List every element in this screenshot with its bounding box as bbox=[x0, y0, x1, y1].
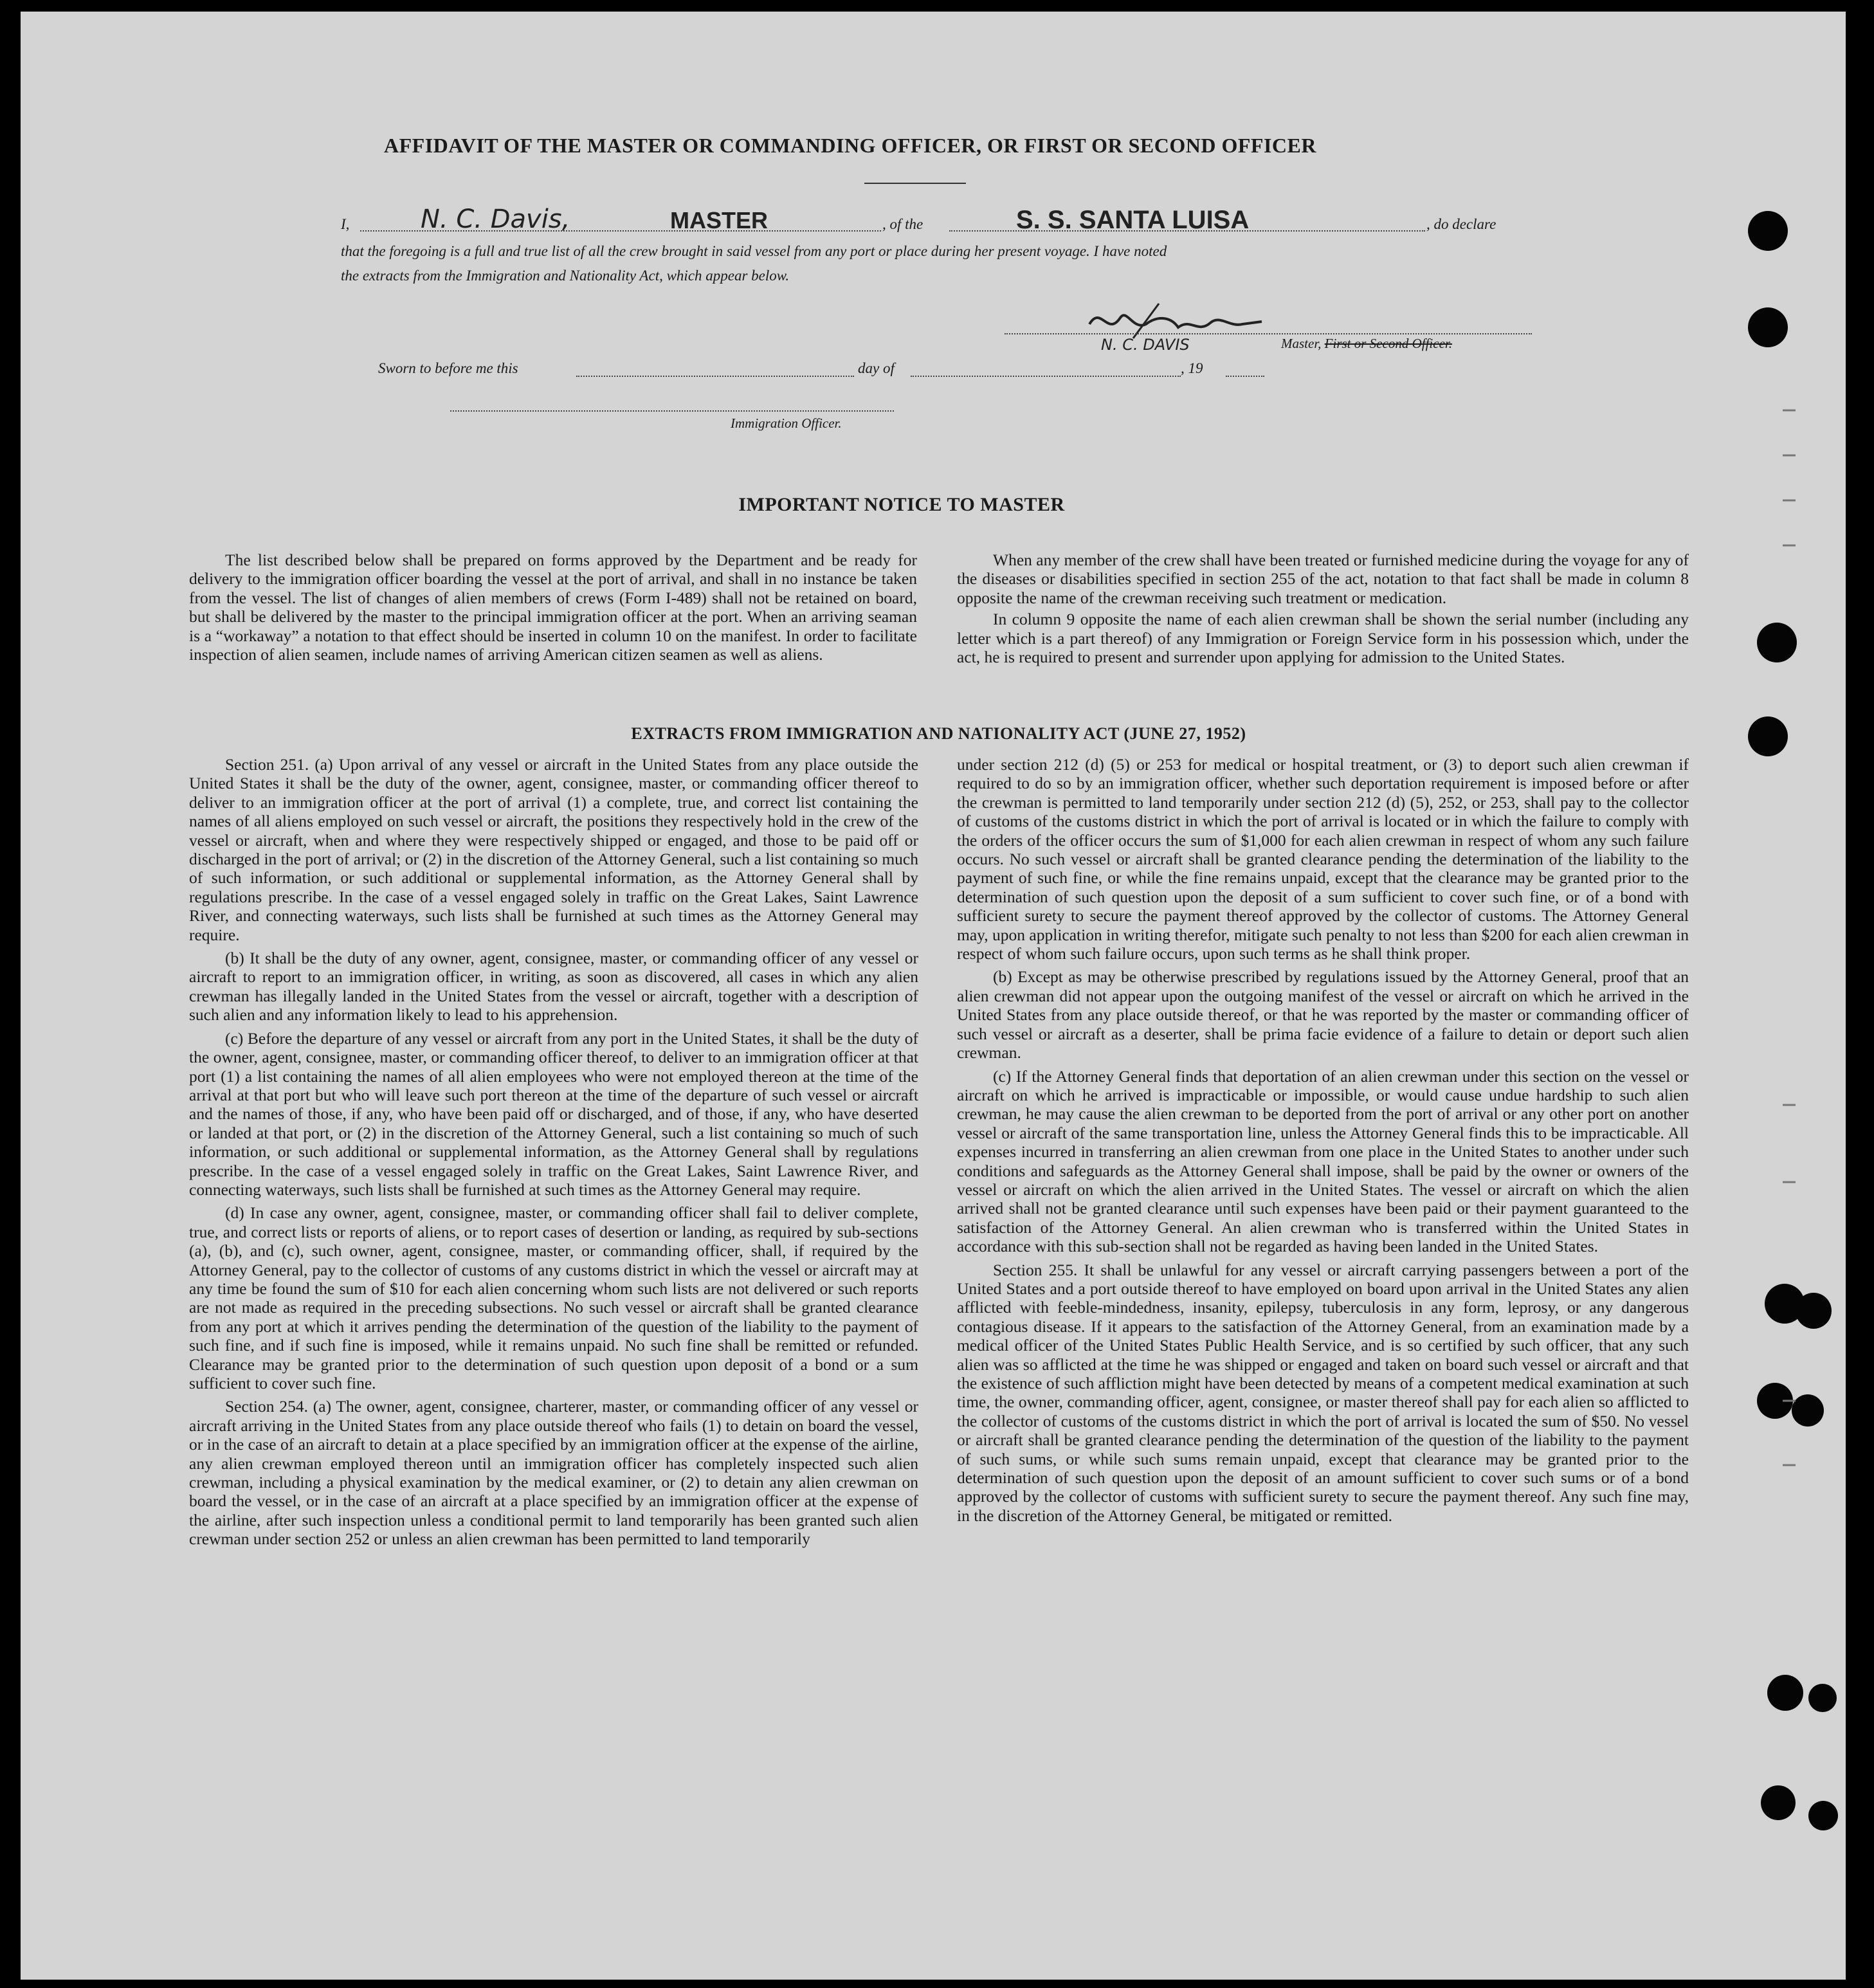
signer-title bbox=[1281, 336, 1452, 352]
master-label: Master, bbox=[1281, 336, 1322, 351]
punch-hole bbox=[1808, 1801, 1838, 1830]
act-paragraph: (b) It shall be the duty of any owner, agent, consignee, master, or commanding officer of any vessel or aircraft to report to an immigration officer, in writing, as soon as discovered, all cases in which any alien crewman has illegally landed in the United States from the vessel or aircraft, together with a description of such alien and any information likely to lead to his apprehension. bbox=[189, 949, 918, 1025]
sworn-label: Sworn to before me this bbox=[378, 360, 518, 376]
act-paragraph: Section 251. (a) Upon arrival of any vessel or aircraft in the United States from any place outside the United States it shall be the duty of the owner, agent, consignee, master, or commanding officer thereof to deliver to an immigration officer at the port of arrival (1) a complete, true, and correct list containing the names of all aliens employed on such vessel or aircraft, the positions they respectively hold in the crew of the vessel or aircraft, when and where they were respectively shipped or engaged, and those to be paid off or discharged in the port of arrival; or (2) in the discretion of the Attorney General, such a list containing so much of such information, or such additional or supplemental information, as the Attorney General shall by regulations prescribe. In the case of a vessel engaged solely in traffic on the Great Lakes, Saint Lawrence River, and connecting waterways, such lists shall be furnished at such times as the Attorney General may require. bbox=[189, 755, 918, 944]
do-declare-label: , do declare bbox=[1426, 216, 1496, 232]
declaration-line-1: that the foregoing is a full and true list of all the crew brought in said vessel from any port or place during her present voyage. I have noted bbox=[341, 243, 1167, 259]
bleed-through-marks bbox=[1776, 372, 1802, 1851]
notice-paragraph: The list described below shall be prepared on forms approved by the Department and be ready for delivery to the immigration officer boarding the vessel at the port of arrival, and shall in no instance be taken from the vessel. The list of changes of alien members of crews (Form I-489) shall not be retained on board, but shall be delivered by the master to the principal immigration officer at the port. When an arriving seaman is a “workaway” a notation to that effect should be inserted in column 10 on the manifest. In order to facilitate inspection of alien seamen, include names of arriving American citizen seamen as well as aliens. bbox=[189, 551, 917, 664]
signature-line bbox=[1005, 333, 1532, 334]
punch-hole bbox=[1748, 211, 1788, 251]
vessel-name: S. S. SANTA LUISA bbox=[1016, 206, 1250, 234]
act-paragraph: (b) Except as may be otherwise prescribed by regulations issued by the Attorney General, proof that an alien crewman did not appear upon the outgoing manifest of the vessel or aircraft on which he arrived in the United States from any place outside thereof, or that he was reported by the master or commanding officer of such vessel or aircraft as a deserter, shall be prima facie evidence of a failure to detain or deport such alien crewman. bbox=[957, 967, 1689, 1062]
notice-title: IMPORTANT NOTICE TO MASTER bbox=[738, 494, 1065, 515]
immigration-officer-label: Immigration Officer. bbox=[731, 415, 842, 431]
punch-hole bbox=[1808, 1684, 1837, 1712]
signature-printed-name: N. C. DAVIS bbox=[1101, 336, 1190, 354]
notice-paragraph: In column 9 opposite the name of each alien crewman shall be shown the serial number (including any letter which is a part thereof) of any Immigration or Foreign Service form in his possession which, under the act, he is required to present and surrender upon applying for admission to the United States. bbox=[957, 610, 1689, 667]
day-of-label: day of bbox=[858, 360, 895, 376]
affidavit-title: AFFIDAVIT OF THE MASTER OR COMMANDING OFFICER, OR FIRST OR SECOND OFFICER bbox=[384, 134, 1316, 157]
extracts-title: EXTRACTS FROM IMMIGRATION AND NATIONALITY ACT (JUNE 27, 1952) bbox=[631, 724, 1246, 743]
act-paragraph: (c) If the Attorney General finds that deportation of an alien crewman under this section on the vessel or aircraft on which he arrived is impracticable or impossible, or would cause undue hardship to such alien crewman, he may cause the alien crewman to be deported from the port of arrival or any other port on another vessel or aircraft of the same transportation line, unless the Attorney General finds this to be impracticable. All expenses incurred in transferring an alien crewman from one place in the United States to another under such conditions and safeguards as the Attorney General shall impose, shall be paid by the owner or owners of the vessel or aircraft on which the alien arrived in the United States. The vessel or aircraft on which the alien arrived shall not be granted clearance until such expenses have been paid or their payment guaranteed to the satisfaction of the Attorney General. An alien crewman who is transferred within the United States in accordance with this sub-section shall not be regarded as having been landed in the United States. bbox=[957, 1066, 1689, 1256]
year-label: , 19 bbox=[1181, 360, 1203, 376]
extracts-left-column bbox=[189, 755, 918, 1553]
extracts-right-column bbox=[957, 755, 1689, 1529]
declaration-line-2: the extracts from the Immigration and Nationality Act, which appear below. bbox=[341, 268, 790, 284]
notice-paragraph: When any member of the crew shall have been treated or furnished medicine during the voyage for any of the diseases or disabilities specified in section 255 of the act, notation to that fact shall be made in column 8 opposite the name of the crewman receiving such treatment or medication. bbox=[957, 551, 1689, 607]
sworn-year-line bbox=[1226, 376, 1264, 377]
act-paragraph: under section 212 (d) (5) or 253 for medical or hospital treatment, or (3) to deport such alien crewman if required to do so by an immigration officer, whether such deportation requirement is imposed before or after the crewman is permitted to land temporarily under section 212 (d) (5), 252, or 253, shall pay to the collector of customs of the customs district in which the port of arrival is located or in which the failure to comply with the orders of the officer occurs the sum of $1,000 for each alien crewman in respect of whom any such failure occurs. No such vessel or aircraft shall be granted clearance pending the determination of the liability to the payment of such fine, or while the fine remains unpaid, except that the clearance may be granted prior to the determination of such question upon the deposit of a sum sufficient to cover such fine, or of a bond with sufficient surety to secure the payment thereof approved by the collector of customs. The Attorney General may, upon application in writing therefor, mitigate such penalty to not less than $200 for each alien crewman in respect of whom such failure occurs, upon such terms as he shall think proper. bbox=[957, 755, 1689, 963]
officer-signature-line bbox=[450, 410, 894, 412]
rank-value: MASTER bbox=[670, 207, 768, 233]
act-paragraph: (c) Before the departure of any vessel or aircraft from any port in the United States, it shall be the duty of the owner, agent, consignee, master, or commanding officer thereof, to deliver to an immigration officer at that port (1) a list containing the names of all alien employees who were not employed thereon at the time of the arrival at that port but who will leave such port thereon at the time of the departure of such vessel or aircraft and the names of those, if any, who have been paid off or discharged, and of those, if any, who have deserted or landed at that port, or (2) in the discretion of the Attorney General, such a list containing so much of such information, or such additional or supplemental information, as the Attorney General shall by regulations prescribe. In the case of a vessel engaged solely in traffic on the Great Lakes, Saint Lawrence River, and connecting waterways, such lists shall be furnished at such times as the Attorney General may require. bbox=[189, 1028, 918, 1199]
notice-right-column bbox=[957, 551, 1689, 669]
act-paragraph: Section 254. (a) The owner, agent, consignee, charterer, master, or commanding officer of any vessel or aircraft arriving in the United States from any place outside thereof who fails (1) to detain on board the vessel, or in the case of an aircraft to detain at a place specified by an immigration officer at the expense of the airline, any alien crewman employed thereon until an immigration officer has completely inspected such alien crewman, including a physical examination by the medical examiner, or (2) to detain any alien crewman on board the vessel, or in the case of an aircraft at a place specified by an immigration officer at the expense of the airline, after such inspection unless a conditional permit to land temporarily has been granted such alien crewman under section 252 or unless an alien crewman has been permitted to land temporarily bbox=[189, 1397, 918, 1549]
of-the-label: , of the bbox=[882, 216, 923, 232]
crew-master-name: N. C. Davis, bbox=[421, 205, 570, 234]
punch-hole bbox=[1748, 307, 1788, 347]
act-paragraph: (d) In case any owner, agent, consignee, master, or commanding officer shall fail to deliver complete, true, and correct lists or reports of aliens, or to report cases of desertion or landing, as required by sub-sections (a), (b), and (c), such owner, agent, consignee, master, or commanding officer, shall, if required by the Attorney General, pay to the collector of customs of any customs district in which the vessel or aircraft may at any time be found the sum of $10 for each alien concerning whom such lists are not delivered or such reports are not made as required in the preceding subsections. No such vessel or aircraft shall be granted clearance from any port at which it arrives pending the determination of the question of the liability to the payment of such fine, and if such fine is imposed, while it remains unpaid. No such fine shall be remitted or refunded. Clearance may be granted prior to the determination of such question upon deposit of a bond or a sum sufficient to cover such fine. bbox=[189, 1203, 918, 1392]
struck-officer-label: First or Second Officer. bbox=[1324, 336, 1452, 351]
i-label: I, bbox=[341, 216, 350, 232]
document-page bbox=[21, 12, 1846, 1980]
sworn-month-line bbox=[911, 376, 1181, 377]
act-paragraph: Section 255. It shall be unlawful for any vessel or aircraft carrying passengers between a port of the United States and a port outside thereof to have employed on board upon arrival in the United States any alien afflicted with feeble-mindedness, insanity, epilepsy, tuberculosis in any form, leprosy, or any dangerous contagious disease. If it appears to the satisfaction of the Attorney General, from an examination made by a medical officer of the United States Public Health Service, and is so certified by such officer, that any such alien was so afflicted at the time he was shipped or engaged and taken on board such vessel or aircraft and that the existence of such affliction might have been detected by means of a competent medical examination at such time, the owner, commanding officer, agent, consignee, or master thereof shall pay for each alien so afflicted to the collector of customs of the customs district in which the port of arrival is located the sum of $50. No vessel or aircraft shall be granted clearance pending the determination of the question of the liability to the payment of such sums, or while such sums remain unpaid, except that clearance may be granted prior to the determination of such question upon the deposit of an amount sufficient to cover such sums or of a bond approved by the collector of customs with sufficient surety to secure the payment thereof. Any such fine may, in the discretion of the Attorney General, be mitigated or remitted. bbox=[957, 1260, 1689, 1525]
notice-left-column bbox=[189, 551, 917, 666]
sworn-day-line bbox=[576, 376, 854, 377]
title-divider bbox=[864, 183, 966, 184]
